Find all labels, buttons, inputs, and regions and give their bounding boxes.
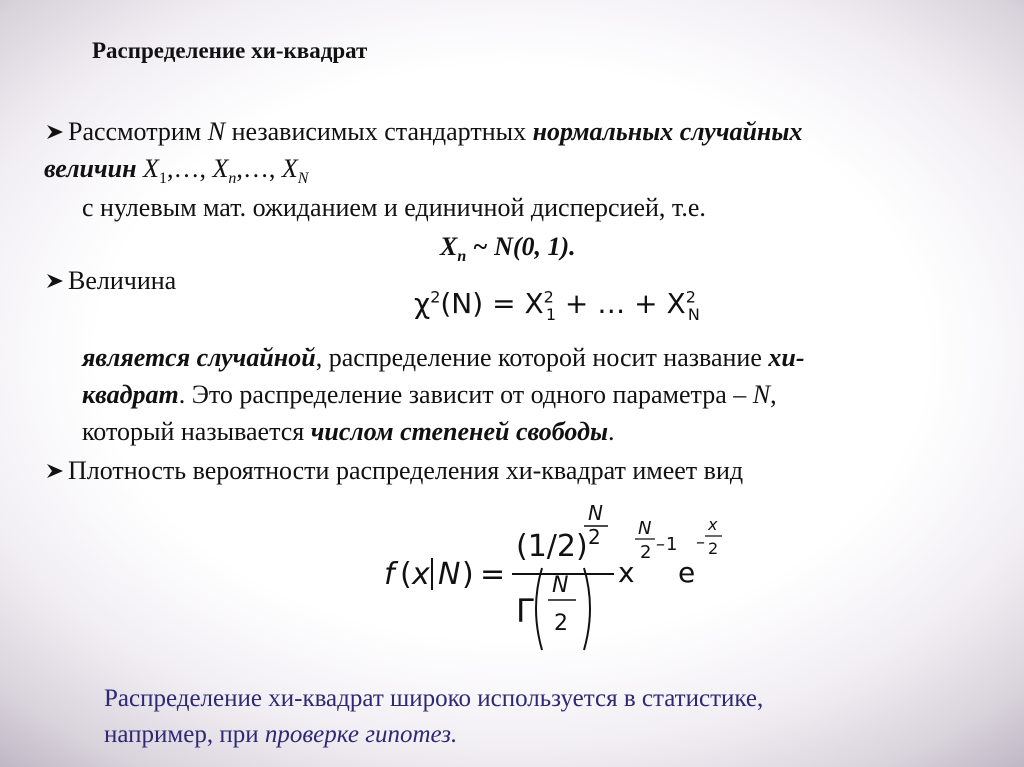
svg-text:x: x <box>412 557 430 592</box>
svg-text:(1/2): (1/2) <box>516 529 588 564</box>
formula-f: f <box>384 557 395 592</box>
arrow-bullet-icon <box>44 460 66 482</box>
paragraph-1-line-3: с нулевым мат. ожиданием и единичной дисперсией, т.е. <box>82 193 706 222</box>
paragraph-2-lead: Величина <box>44 266 176 296</box>
note-line-2: например, при проверке гипотез. <box>104 721 458 748</box>
arrow-bullet-icon <box>44 121 66 143</box>
svg-text:N: N <box>438 557 461 592</box>
svg-text:): ) <box>462 557 474 592</box>
svg-text:1: 1 <box>666 534 678 555</box>
svg-text:2: 2 <box>708 539 719 558</box>
svg-text:N: N <box>552 573 569 598</box>
paragraph-2-line-3: который называется числом степеней свободы. <box>82 417 615 446</box>
paragraph-3-lead: Плотность вероятности распределения хи-квадрат имеет вид <box>44 456 743 486</box>
svg-text:e: e <box>678 556 696 589</box>
paragraph-1-line-2: величин $X_1,\dots$, $X_n,\dots$, $X_N$ <box>44 154 309 188</box>
note-line-1: Распределение хи-квадрат широко используется в статистике, <box>104 685 764 712</box>
svg-text:–: – <box>696 532 705 553</box>
chi-square-density-formula <box>370 490 750 665</box>
normal-distribution-equation: $X_n$ ~ N(0, 1). <box>440 232 576 266</box>
paragraph-2-line-2: квадрат. Это распределение зависит от одного параметра – N, <box>82 380 777 409</box>
gamma-symbol: Γ <box>516 592 534 630</box>
svg-text:2: 2 <box>554 611 568 636</box>
svg-text:–: – <box>656 534 665 555</box>
paragraph-2-line-1: является случайной, распределение которой носит название хи- <box>82 343 805 372</box>
chi-square-definition-formula: $\chi^2(N) = X^2_1$ + … + $X^2_N$ <box>414 287 700 324</box>
svg-text:(: ( <box>400 557 412 592</box>
svg-text:x: x <box>708 515 718 534</box>
svg-text:N: N <box>638 518 652 539</box>
slide-title: Распределение хи-квадрат <box>92 38 368 63</box>
paragraph-1-line-1: Рассмотрим N независимых стандартных нормальных случайных <box>44 117 802 147</box>
svg-text:N: N <box>588 501 603 525</box>
svg-text:2: 2 <box>588 525 601 549</box>
svg-text:2: 2 <box>640 542 652 563</box>
arrow-bullet-icon <box>44 270 66 292</box>
svg-text:=: = <box>480 557 506 592</box>
svg-text:x: x <box>618 556 635 589</box>
